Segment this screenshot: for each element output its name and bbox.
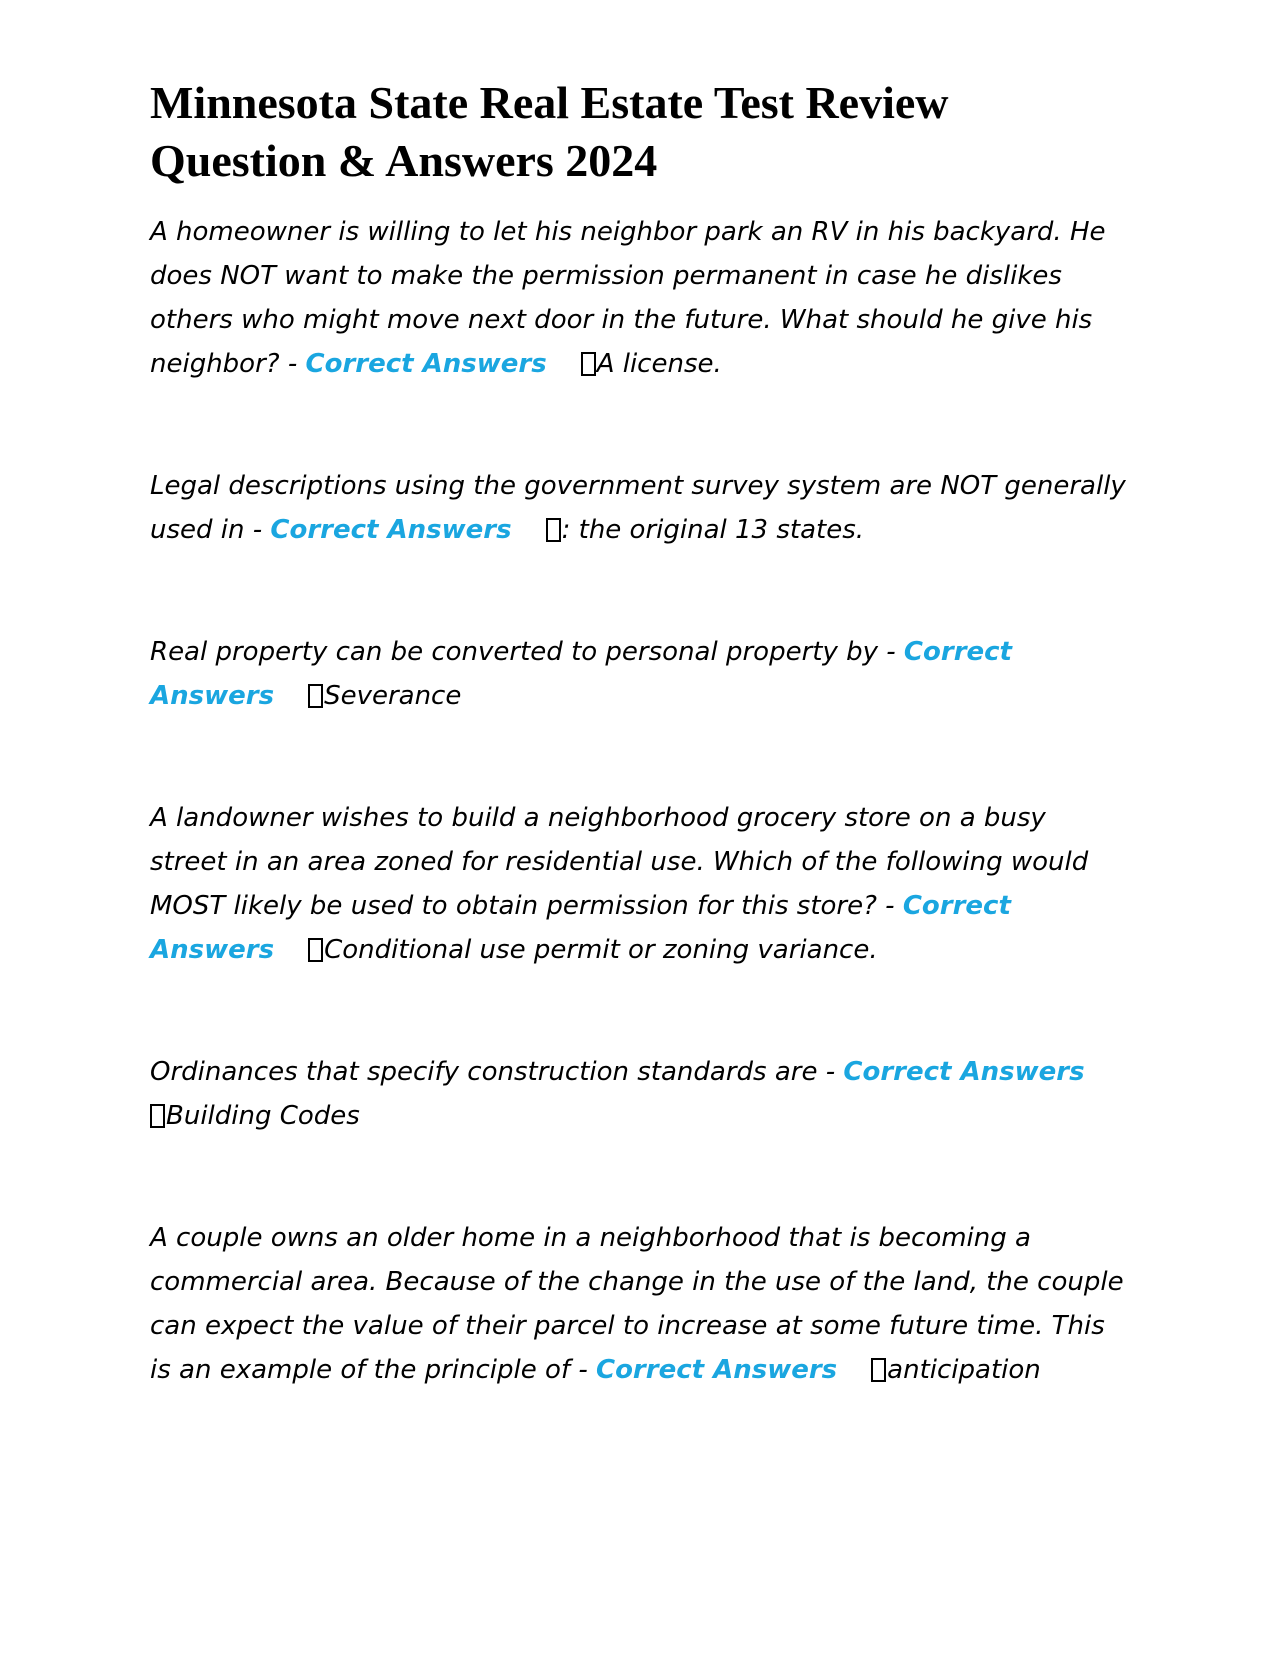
missing-glyph-icon [546, 518, 561, 542]
answer-text: : the original 13 states. [561, 515, 865, 545]
missing-glyph-icon [308, 684, 323, 708]
missing-glyph-icon [871, 1358, 886, 1382]
missing-glyph-icon [150, 1104, 165, 1128]
qa-item [150, 1050, 1130, 1138]
answer-text: Conditional use permit or zoning variance. [324, 935, 878, 965]
qa-item [150, 1216, 1130, 1392]
correct-answers-label: Correct Answers [270, 515, 512, 545]
question-text: A homeowner is willing to let his neighbor park an RV in his backyard. He does NOT want to make the permission permanent in case he dislikes others who might move next door in the future. What should he give his neighbor? - [150, 217, 1106, 379]
title-line-2: Question & Answers 2024 [150, 135, 658, 186]
qa-item [150, 630, 1130, 718]
document-page [150, 74, 1130, 1470]
correct-answers-label: Correct Answers [595, 1355, 838, 1385]
question-text: A landowner wishes to build a neighborhood grocery store on a busy street in an area zoned for residential use. Which of the following would MOST likely be used to obtain permission for this store? - [150, 803, 1089, 921]
qa-item [150, 464, 1130, 552]
missing-glyph-icon [581, 352, 596, 376]
correct-answers-label: Correct Answers [150, 891, 1011, 965]
title-line-1: Minnesota State Real Estate Test Review [150, 77, 949, 128]
missing-glyph-icon [308, 938, 323, 962]
correct-answers-label: Correct Answers [150, 637, 1012, 711]
answer-text: Severance [324, 681, 462, 711]
qa-item [150, 210, 1130, 386]
correct-answers-label: Correct Answers [843, 1057, 1085, 1087]
answer-text: A license. [596, 349, 722, 379]
question-text: Real property can be converted to personal property by - [150, 637, 904, 667]
qa-item [150, 796, 1130, 972]
question-text: A couple owns an older home in a neighborhood that is becoming a commercial area. Because of the change in the use of the land, the couple can expect the value of their parcel to increase at some future time. This is an example of the principle of - [150, 1223, 1124, 1385]
answer-text: Building Codes [166, 1101, 360, 1131]
question-text: Legal descriptions using the government survey system are NOT generally used in - [150, 471, 1126, 545]
answer-text: anticipation [887, 1355, 1041, 1385]
document-title [150, 74, 1130, 190]
correct-answers-label: Correct Answers [305, 349, 547, 379]
question-text: Ordinances that specify construction standards are - [150, 1057, 844, 1087]
